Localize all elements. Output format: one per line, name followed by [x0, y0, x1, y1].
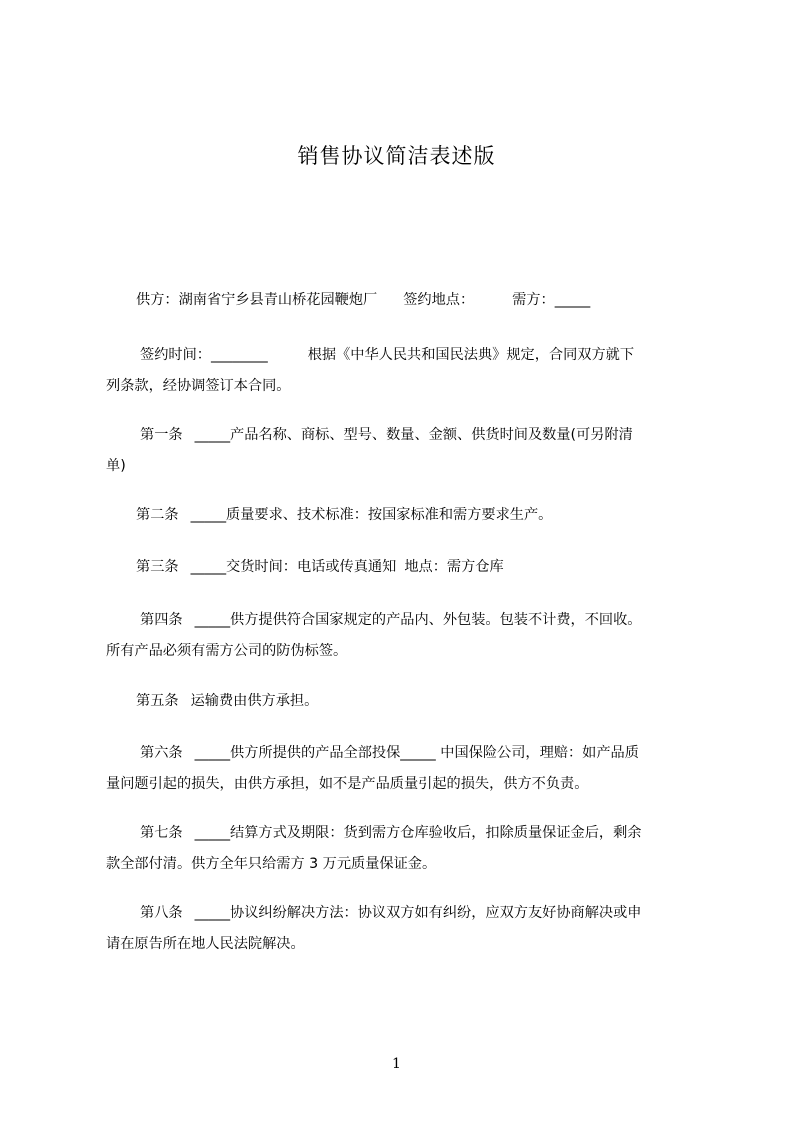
- header-paragraph: [106, 285, 706, 316]
- sign-time-line-2: 列条款，经协调签订本合同。: [106, 378, 291, 394]
- article-number: 第二条: [136, 507, 179, 523]
- article-number: 第四条: [140, 612, 183, 628]
- article-number: 第三条: [136, 559, 179, 575]
- article-line-continued: 单): [106, 458, 126, 474]
- article-8: [106, 898, 706, 960]
- article-text: _____交货时间：电话或传真通知: [190, 559, 397, 575]
- article-line-continued: 款全部付清。供方全年只给需方 3 万元质量保证金。: [106, 856, 437, 872]
- article-5: [106, 686, 706, 717]
- article-text: _____产品名称、商标、型号、数量、金额、供货时间及数量(可另附清: [194, 427, 633, 443]
- article-text: _____结算方式及期限：货到需方仓库验收后，扣除质量保证金后，剩余: [194, 825, 642, 841]
- article-line-continued: 所有产品必须有需方公司的防伪标签。: [106, 643, 348, 659]
- article-text: _____供方所提供的产品全部投保_____ 中国保险公司，理赔：如产品质: [194, 745, 639, 761]
- article-1: [106, 420, 706, 482]
- page-number: 1: [392, 1056, 401, 1072]
- article-number: 第一条: [140, 427, 183, 443]
- sign-place-text: 签约地点：: [403, 292, 475, 308]
- article-line: [106, 898, 706, 929]
- article-line-continued: 量问题引起的损失，由供方承担，如不是产品质量引起的损失，供方不负责。: [106, 776, 589, 792]
- article-line: [106, 686, 706, 717]
- article-text: _____质量要求、技术标准：按国家标准和需方要求生产。: [190, 507, 553, 523]
- article-6: [106, 738, 706, 800]
- header-line: [106, 285, 706, 316]
- article-number: 第八条: [140, 905, 183, 921]
- article-line: [106, 552, 706, 583]
- article-text: _____供方提供符合国家规定的产品内、外包装。包装不计费，不回收。: [194, 612, 642, 628]
- article-text-location: 地点：需方仓库: [404, 559, 504, 575]
- article-text: _____协议纠纷解决方法：协议双方如有纠纷，应双方友好协商解决或申: [194, 905, 642, 921]
- article-line-continued: 请在原告所在地人民法院解决。: [106, 936, 305, 952]
- article-number: 第六条: [140, 745, 183, 761]
- sign-time-line-1: [106, 340, 706, 371]
- article-7: [106, 818, 706, 880]
- document-title: 销售协议简洁表述版: [297, 144, 496, 168]
- article-line: [106, 738, 706, 769]
- article-line: [106, 420, 706, 451]
- article-line: [106, 605, 706, 636]
- article-text: 运输费由供方承担。: [190, 693, 319, 709]
- sign-time-paragraph: [106, 340, 706, 402]
- supplier-text: 供方：湖南省宁乡县青山桥花园鞭炮厂: [136, 292, 378, 308]
- article-line: [106, 818, 706, 849]
- sign-time-text: 签约时间：________: [140, 347, 268, 363]
- article-3: [106, 552, 706, 583]
- article-number: 第七条: [140, 825, 183, 841]
- demander-text: 需方：_____: [512, 292, 591, 308]
- article-number: 第五条: [136, 693, 179, 709]
- article-4: [106, 605, 706, 667]
- article-2: [106, 500, 706, 531]
- intro-text: 根据《中华人民共和国民法典》规定，合同双方就下: [307, 347, 635, 363]
- article-line: [106, 500, 706, 531]
